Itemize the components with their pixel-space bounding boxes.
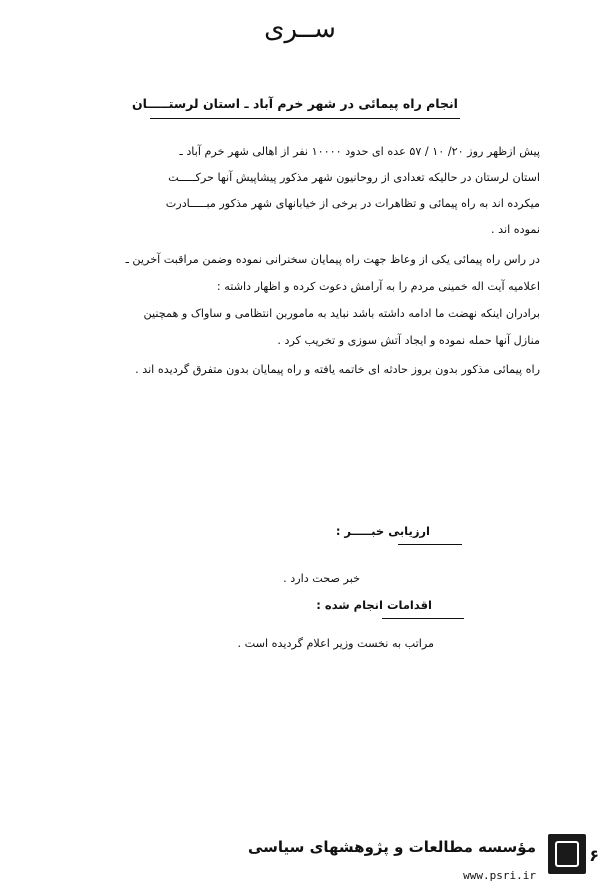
body-line-9: راه پیمائی مذکور بدون بروز حادثه ای خاتمه یافته و راه پیمایان بدون متفرق گردیده اند . — [135, 363, 540, 376]
assessment-label: ارزیابی خبـــــر : — [335, 524, 430, 538]
body-line-1: پیش ازظهر روز ۲۰/ ۱۰ / ۵۷ عده ای حدود ۱۰۰۰۰ نفر از اهالی شهر خرم آباد ـ — [179, 145, 540, 158]
psri-logo-icon — [548, 834, 586, 874]
watermark-footer — [0, 826, 600, 894]
body-line-2: استان لرستان در حالیکه تعدادی از روحانیون شهر مذکور پیشاپیش آنها حرکـــــت — [168, 171, 540, 184]
assessment-underline — [398, 544, 462, 545]
logo-frame — [555, 841, 579, 867]
actions-underline — [382, 618, 464, 619]
body-line-7: برادران اینکه نهضت ما ادامه داشته باشد نباید به ماموربن انتظامی و ساواک و همچنین — [143, 307, 540, 320]
actions-label: اقدامات انجام شده : — [316, 598, 432, 612]
title-underline — [150, 118, 460, 119]
body-line-3: میکرده اند به راه پیمائی و تظاهرات در برخی از خیابانهای شهر مذکور مبـــــادرت — [165, 197, 540, 210]
assessment-value: خبر صحت دارد . — [283, 572, 360, 585]
body-line-4: نموده اند . — [491, 223, 540, 236]
body-line-8: منازل آنها حمله نموده و ایجاد آتش سوزی و تخریب کرد . — [277, 334, 540, 347]
classification-heading: ســری — [264, 14, 336, 44]
website-link[interactable]: www.psri.ir — [463, 869, 536, 882]
document-title: انجام راه پیمائی در شهر خرم آباد ـ استان لرستـــــان — [132, 96, 458, 111]
body-line-5: در راس راه پیمائی یکی از وعاظ جهت راه پیمایان سخنرانی نموده وضمن مراقبت آخرین ـ — [125, 253, 540, 266]
institute-name: مؤسسه مطالعات و پژوهشهای سیاسی — [247, 838, 536, 856]
body-line-6: اعلامیه آیت اله خمینی مردم را به آرامش دعوت کرده و اظهار داشته : — [216, 280, 540, 293]
actions-value: مراتب به نخست وزیر اعلام گردیده است . — [237, 637, 434, 650]
page-number: ۶ — [589, 846, 599, 865]
